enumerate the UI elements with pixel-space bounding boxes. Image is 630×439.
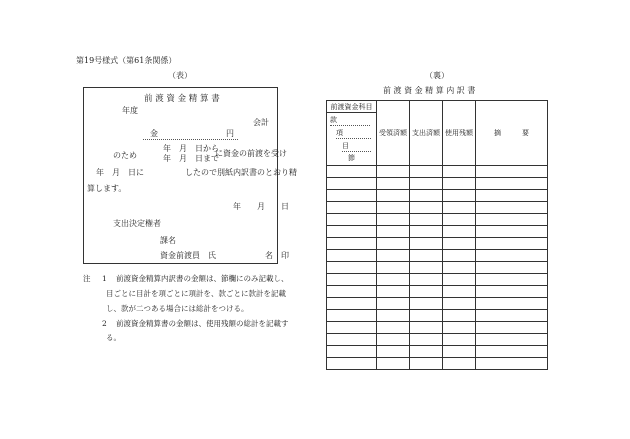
subject-header: 前渡資金科目 (327, 101, 377, 113)
table-cell (443, 214, 476, 226)
remaining-header: 使用残額 (443, 101, 476, 166)
table-cell (443, 250, 476, 262)
note-2-line-1: 前渡資金精算書の金額は、使用残額の総計を記載す (116, 319, 289, 328)
table-row (327, 190, 548, 202)
period-from: 年 月 日から (163, 144, 219, 153)
table-cell (410, 322, 443, 334)
table-cell (410, 214, 443, 226)
kan-label: 款 (330, 116, 337, 124)
table-row (327, 178, 548, 190)
table-cell (377, 238, 410, 250)
table-cell (327, 202, 377, 214)
table-cell (410, 346, 443, 358)
amount-unit: 円 (226, 129, 234, 138)
table-cell (377, 178, 410, 190)
table-cell (476, 238, 548, 250)
table-cell (377, 274, 410, 286)
table-cell (476, 310, 548, 322)
table-row (327, 358, 548, 370)
table-cell (410, 238, 443, 250)
breakdown-table (326, 100, 548, 370)
table-cell (377, 262, 410, 274)
table-cell (327, 178, 377, 190)
table-row (327, 322, 548, 334)
table-cell (410, 190, 443, 202)
table-cell (443, 238, 476, 250)
table-cell (476, 250, 548, 262)
table-cell (443, 190, 476, 202)
front-section-label: （表） (168, 71, 192, 80)
table-cell (443, 358, 476, 370)
table-cell (443, 262, 476, 274)
note-2-number: 2 (102, 319, 107, 328)
table-cell (476, 262, 548, 274)
table-cell (476, 358, 548, 370)
notes-marker: 注 (83, 274, 91, 283)
table-row (327, 298, 548, 310)
kan-line (330, 125, 370, 126)
table-cell (377, 310, 410, 322)
table-cell (377, 358, 410, 370)
table-cell (377, 334, 410, 346)
table-cell (377, 250, 410, 262)
table-cell (377, 298, 410, 310)
note-1-line-3: し、款が二つある場合には総計をつける。 (106, 304, 249, 313)
table-cell (476, 166, 548, 178)
table-cell (476, 286, 548, 298)
table-row (327, 214, 548, 226)
table-cell (476, 298, 548, 310)
approver-label: 支出決定権者 (113, 219, 161, 228)
table-cell (443, 298, 476, 310)
back-title: 前 渡 資 金 精 算 内 訳 書 (383, 86, 476, 95)
advance-text: に資金の前渡を受け (215, 149, 287, 158)
table-cell (410, 358, 443, 370)
amount-prefix: 金 (150, 129, 158, 138)
table-cell (327, 238, 377, 250)
table-cell (443, 178, 476, 190)
table-row (327, 238, 548, 250)
purpose-label: のため (113, 151, 137, 160)
table-row (327, 286, 548, 298)
table-row (327, 310, 548, 322)
seal-label: 名 印 (265, 251, 289, 260)
table-cell (377, 322, 410, 334)
table-cell (410, 166, 443, 178)
table-cell (476, 214, 548, 226)
settlement-text-2: 算します。 (87, 184, 127, 193)
table-row (327, 202, 548, 214)
table-row (327, 346, 548, 358)
table-cell (327, 214, 377, 226)
settlement-text: したので別紙内訳書のとおり精 (185, 168, 297, 177)
note-1-number: 1 (102, 274, 107, 283)
table-cell (377, 166, 410, 178)
table-cell (327, 190, 377, 202)
note-2-line-2: る。 (106, 333, 121, 342)
table-cell (443, 202, 476, 214)
note-1-line-2: 目ごとに目計を項ごとに項計を、款ごとに款計を記載 (106, 289, 286, 298)
division-label: 課名 (160, 236, 176, 245)
front-title: 前 渡 資 金 精 算 書 (144, 94, 220, 104)
table-cell (476, 274, 548, 286)
table-cell (476, 346, 548, 358)
table-cell (443, 286, 476, 298)
table-cell (410, 262, 443, 274)
back-section-label: （裏） (425, 71, 449, 80)
table-cell (327, 298, 377, 310)
table-cell (443, 226, 476, 238)
table-cell (410, 334, 443, 346)
summary-header: 摘 要 (476, 101, 548, 166)
fiscal-year-label: 年度 (122, 106, 138, 115)
table-cell (476, 202, 548, 214)
account-label: 会計 (253, 118, 269, 127)
form-header: 第19号様式（第61条関係） (76, 56, 177, 65)
table-cell (410, 286, 443, 298)
kou-label: 項 (336, 129, 343, 137)
date-ni: 年 月 日に (96, 168, 144, 177)
table-cell (443, 334, 476, 346)
note-1-line-1: 前渡資金精算内訳書の金額は、節欄にのみ記載し、 (116, 274, 289, 283)
table-cell (443, 310, 476, 322)
table-cell (327, 262, 377, 274)
table-cell (410, 250, 443, 262)
table-cell (410, 226, 443, 238)
table-row (327, 166, 548, 178)
table-cell (377, 286, 410, 298)
period-to: 年 月 日まで (163, 154, 219, 163)
table-cell (410, 274, 443, 286)
table-cell (327, 250, 377, 262)
table-cell (327, 322, 377, 334)
table-cell (443, 166, 476, 178)
table-cell (443, 322, 476, 334)
table-row (327, 334, 548, 346)
table-cell (377, 226, 410, 238)
table-cell (443, 274, 476, 286)
table-cell (410, 202, 443, 214)
table-cell (327, 286, 377, 298)
table-cell (377, 190, 410, 202)
table-cell (327, 226, 377, 238)
table-cell (377, 346, 410, 358)
table-cell (327, 358, 377, 370)
subject-hierarchy-cell (327, 113, 377, 166)
table-cell (327, 346, 377, 358)
moku-label: 目 (342, 142, 349, 150)
table-cell (476, 178, 548, 190)
table-cell (476, 226, 548, 238)
setsu-label: 節 (348, 154, 355, 162)
table-cell (476, 322, 548, 334)
table-cell (327, 274, 377, 286)
official-label: 資金前渡員 氏 (160, 251, 216, 260)
table-cell (476, 334, 548, 346)
received-header: 受領済額 (377, 101, 410, 166)
table-cell (410, 178, 443, 190)
table-cell (410, 310, 443, 322)
moku-line (342, 151, 371, 152)
table-cell (327, 310, 377, 322)
table-cell (327, 166, 377, 178)
table-cell (327, 334, 377, 346)
table-row (327, 274, 548, 286)
table-row (327, 250, 548, 262)
table-cell (476, 190, 548, 202)
table-cell (377, 202, 410, 214)
table-cell (410, 298, 443, 310)
kou-line (336, 138, 371, 139)
table-cell (377, 214, 410, 226)
table-row (327, 226, 548, 238)
table-row (327, 262, 548, 274)
table-cell (443, 346, 476, 358)
paid-header: 支出済額 (410, 101, 443, 166)
date-line: 年 月 日 (233, 202, 289, 211)
